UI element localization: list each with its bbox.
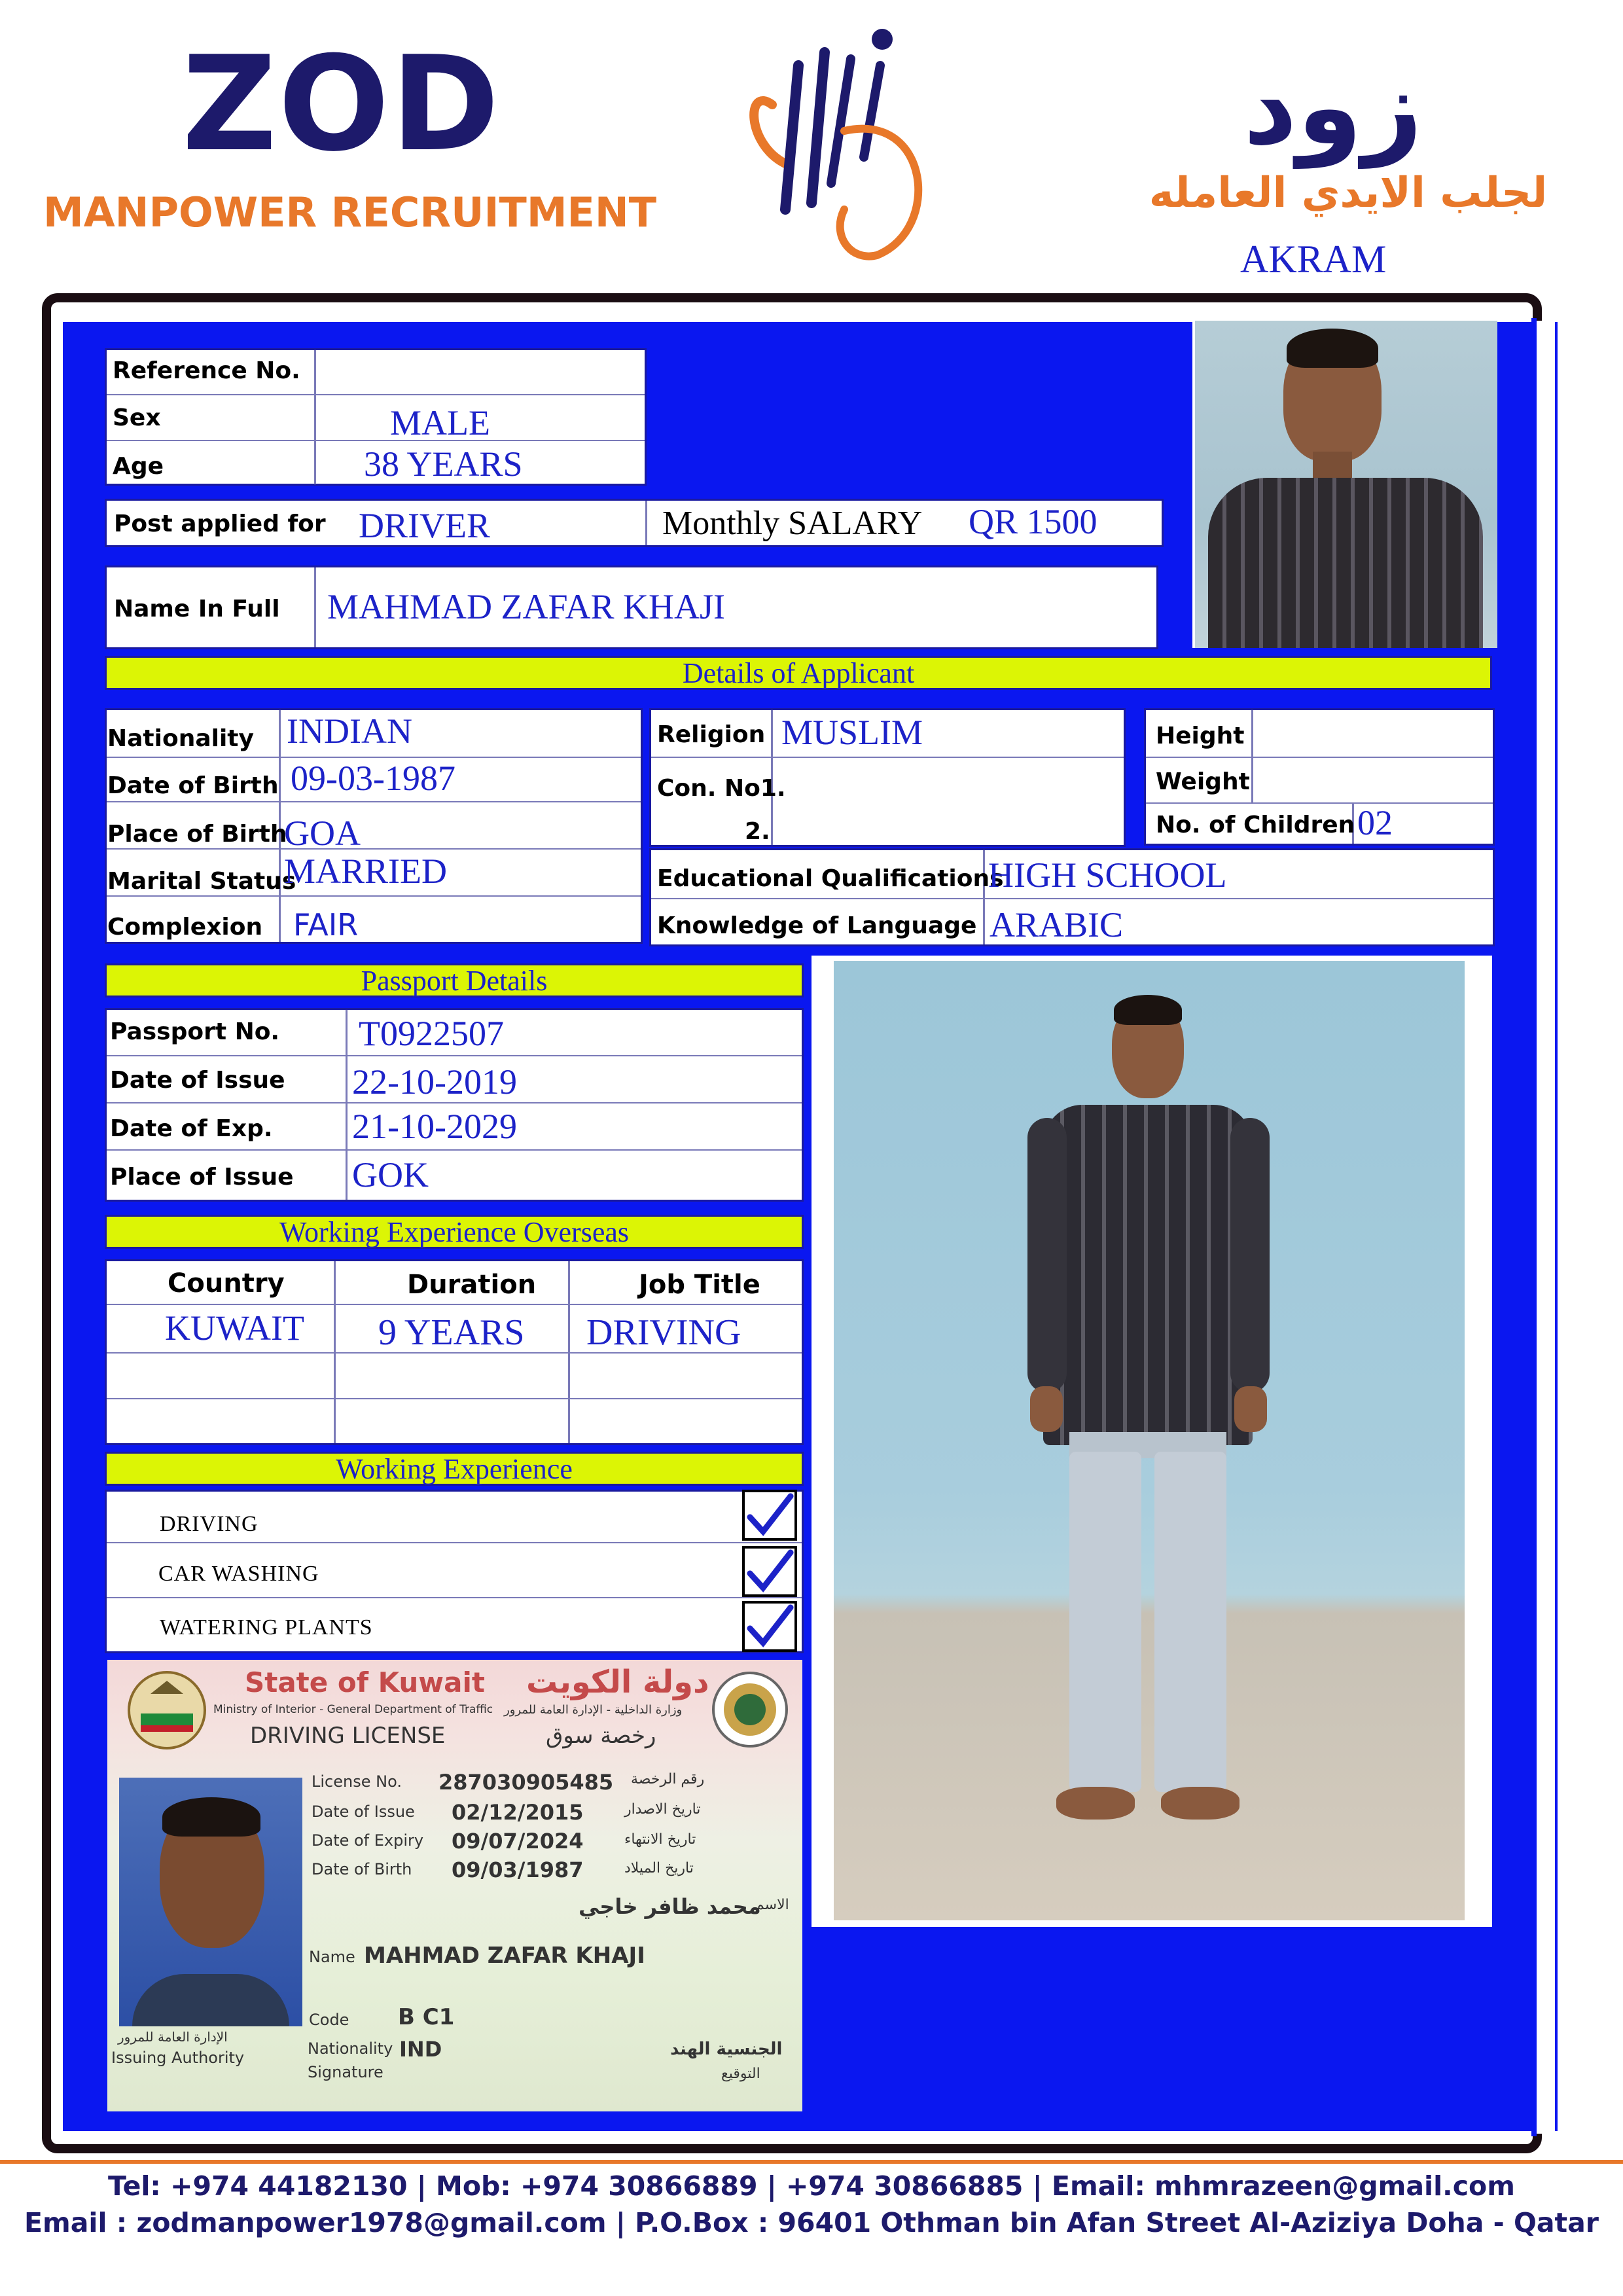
passport-issue-value: 22-10-2019 xyxy=(352,1062,517,1102)
overseas-job-1: DRIVING xyxy=(586,1312,741,1353)
salary-label: Monthly SALARY xyxy=(662,505,923,542)
height-label: Height xyxy=(1156,723,1245,749)
license-authority-ar: الإدارة العامة للمرور xyxy=(118,2029,228,2045)
license-birth-ar: تاريخ الميلاد xyxy=(624,1860,694,1876)
checkmark-icon xyxy=(745,1549,794,1594)
sex-label: Sex xyxy=(113,404,161,431)
religion-value: MUSLIM xyxy=(781,713,923,752)
marital-label: Marital Status xyxy=(107,868,296,895)
applicant-headshot xyxy=(1192,321,1497,648)
logo-en: ZOD xyxy=(182,28,501,181)
overseas-header-job: Job Title xyxy=(639,1270,760,1300)
complexion-value: FAIR xyxy=(293,907,359,942)
passport-no-label: Passport No. xyxy=(110,1018,280,1045)
license-issue-ar: تاريخ الاصدار xyxy=(624,1801,701,1818)
logo-ar: زود xyxy=(1243,46,1423,168)
license-state-en: State of Kuwait xyxy=(245,1666,485,1698)
complexion-label: Complexion xyxy=(107,914,263,941)
con1-label: Con. No1. xyxy=(657,775,786,802)
license-title-en: DRIVING LICENSE xyxy=(250,1723,446,1749)
panel-right-edge xyxy=(1537,321,1555,2134)
license-name-label: Name xyxy=(309,1948,355,1966)
passport-title: Passport Details xyxy=(105,963,804,997)
passport-issue-label: Date of Issue xyxy=(110,1067,285,1094)
nationality-label: Nationality xyxy=(107,725,254,752)
license-no-ar: رقم الرخصة xyxy=(631,1771,705,1787)
license-title-ar: رخصة سوق xyxy=(546,1723,656,1749)
company-logo-icon xyxy=(733,13,949,275)
post-value: DRIVER xyxy=(359,506,490,545)
license-code-value: B C1 xyxy=(398,2004,455,2030)
overseas-header-duration: Duration xyxy=(407,1270,537,1300)
license-name-ar-label: الاسم xyxy=(755,1897,789,1913)
license-nationality-label: Nationality xyxy=(308,2039,393,2058)
experience-checkbox-3[interactable] xyxy=(742,1601,797,1652)
salary-value: QR 1500 xyxy=(969,502,1097,541)
license-signature-ar: التوقيع xyxy=(721,2066,760,2082)
details-title: Details of Applicant xyxy=(105,656,1492,690)
experience-item-2: CAR WASHING xyxy=(158,1562,319,1586)
overseas-header-country: Country xyxy=(168,1268,285,1299)
education-value: HIGH SCHOOL xyxy=(988,855,1227,895)
dob-value: 09-03-1987 xyxy=(291,759,455,798)
license-ministry-ar: وزارة الداخلية - الإدارة العامة للمرور xyxy=(504,1703,683,1717)
license-state-ar: دولة الكويت xyxy=(526,1664,709,1700)
dob-label: Date of Birth xyxy=(107,772,279,799)
license-no-label: License No. xyxy=(312,1772,402,1791)
experience-item-3: WATERING PLANTS xyxy=(160,1615,373,1640)
license-birth-label: Date of Birth xyxy=(312,1860,412,1878)
license-no-value: 287030905485 xyxy=(438,1770,614,1795)
experience-title: Working Experience xyxy=(105,1452,804,1486)
language-value: ARABIC xyxy=(990,905,1124,944)
experience-checkbox-2[interactable] xyxy=(742,1546,797,1597)
license-expiry-value: 09/07/2024 xyxy=(452,1829,584,1854)
license-ministry-en: Ministry of Interior - General Department of Traffic xyxy=(213,1703,493,1716)
tagline-ar: لجلب الايدي العامله xyxy=(1149,169,1548,217)
overseas-country-1: KUWAIT xyxy=(165,1308,304,1348)
sex-value: MALE xyxy=(390,403,490,442)
license-birth-value: 09/03/1987 xyxy=(452,1857,584,1882)
kuwait-emblem-icon xyxy=(124,1668,209,1753)
post-label: Post applied for xyxy=(114,511,326,537)
marital-value: MARRIED xyxy=(284,852,448,891)
age-label: Age xyxy=(113,453,164,480)
footer-line-2: Email : zodmanpower1978@gmail.com | P.O.Box : 96401 Othman bin Afan Street Al-Aziziya Doha - Qatar xyxy=(24,2207,1599,2238)
footer-line-1: Tel: +974 44182130 | Mob: +974 30866889 | +974 30866885 | Email: mhmrazeen@gmail.com xyxy=(108,2170,1515,2202)
experience-checkbox-1[interactable] xyxy=(742,1490,797,1541)
checkmark-icon xyxy=(745,1492,794,1538)
age-value: 38 YEARS xyxy=(364,444,523,484)
education-label: Educational Qualifications xyxy=(657,865,1004,892)
license-name-value: MAHMAD ZAFAR KHAJI xyxy=(364,1943,645,1969)
passport-exp-value: 21-10-2029 xyxy=(352,1107,517,1146)
reference-label: Reference No. xyxy=(113,357,300,384)
license-code-label: Code xyxy=(309,2011,349,2029)
gcc-emblem-icon xyxy=(709,1669,791,1750)
footer-divider xyxy=(0,2160,1623,2164)
nationality-value: INDIAN xyxy=(287,711,412,751)
panel-right-frame xyxy=(1531,318,1537,2136)
children-value: 02 xyxy=(1357,803,1393,842)
license-issue-label: Date of Issue xyxy=(312,1803,415,1821)
license-nationality-ar: الجنسية الهند xyxy=(670,2039,783,2059)
license-issue-value: 02/12/2015 xyxy=(452,1800,584,1825)
license-expiry-ar: تاريخ الانتهاء xyxy=(624,1831,696,1848)
pob-label: Place of Birth xyxy=(107,821,287,848)
passport-no-value: T0922507 xyxy=(359,1014,504,1053)
language-label: Knowledge of Language xyxy=(657,912,977,939)
experience-item-1: DRIVING xyxy=(160,1512,259,1536)
overseas-title: Working Experience Overseas xyxy=(105,1215,804,1249)
agent-name: AKRAM xyxy=(1240,238,1387,281)
passport-place-label: Place of Issue xyxy=(110,1164,294,1191)
license-signature-label: Signature xyxy=(308,2063,383,2081)
name-value: MAHMAD ZAFAR KHAJI xyxy=(327,587,726,626)
weight-label: Weight xyxy=(1156,768,1250,795)
applicant-full-photo xyxy=(834,961,1465,1920)
driving-license-card xyxy=(107,1660,802,2111)
religion-label: Religion xyxy=(657,721,766,748)
tagline-en: MANPOWER RECRUITMENT xyxy=(43,188,657,236)
license-photo xyxy=(119,1778,302,2026)
pob-value: GOA xyxy=(284,814,361,853)
license-authority-label: Issuing Authority xyxy=(111,2049,245,2067)
checkmark-icon xyxy=(745,1604,794,1649)
passport-place-value: GOK xyxy=(352,1155,429,1194)
license-name-ar: محمد ظافر خاجي xyxy=(579,1894,761,1919)
passport-exp-label: Date of Exp. xyxy=(110,1115,273,1142)
children-label: No. of Children xyxy=(1156,812,1355,838)
name-label: Name In Full xyxy=(114,596,280,622)
license-nationality-value: IND xyxy=(399,2037,442,2062)
con2-label: 2. xyxy=(745,818,770,845)
overseas-duration-1: 9 YEARS xyxy=(378,1312,525,1353)
license-expiry-label: Date of Expiry xyxy=(312,1831,424,1850)
